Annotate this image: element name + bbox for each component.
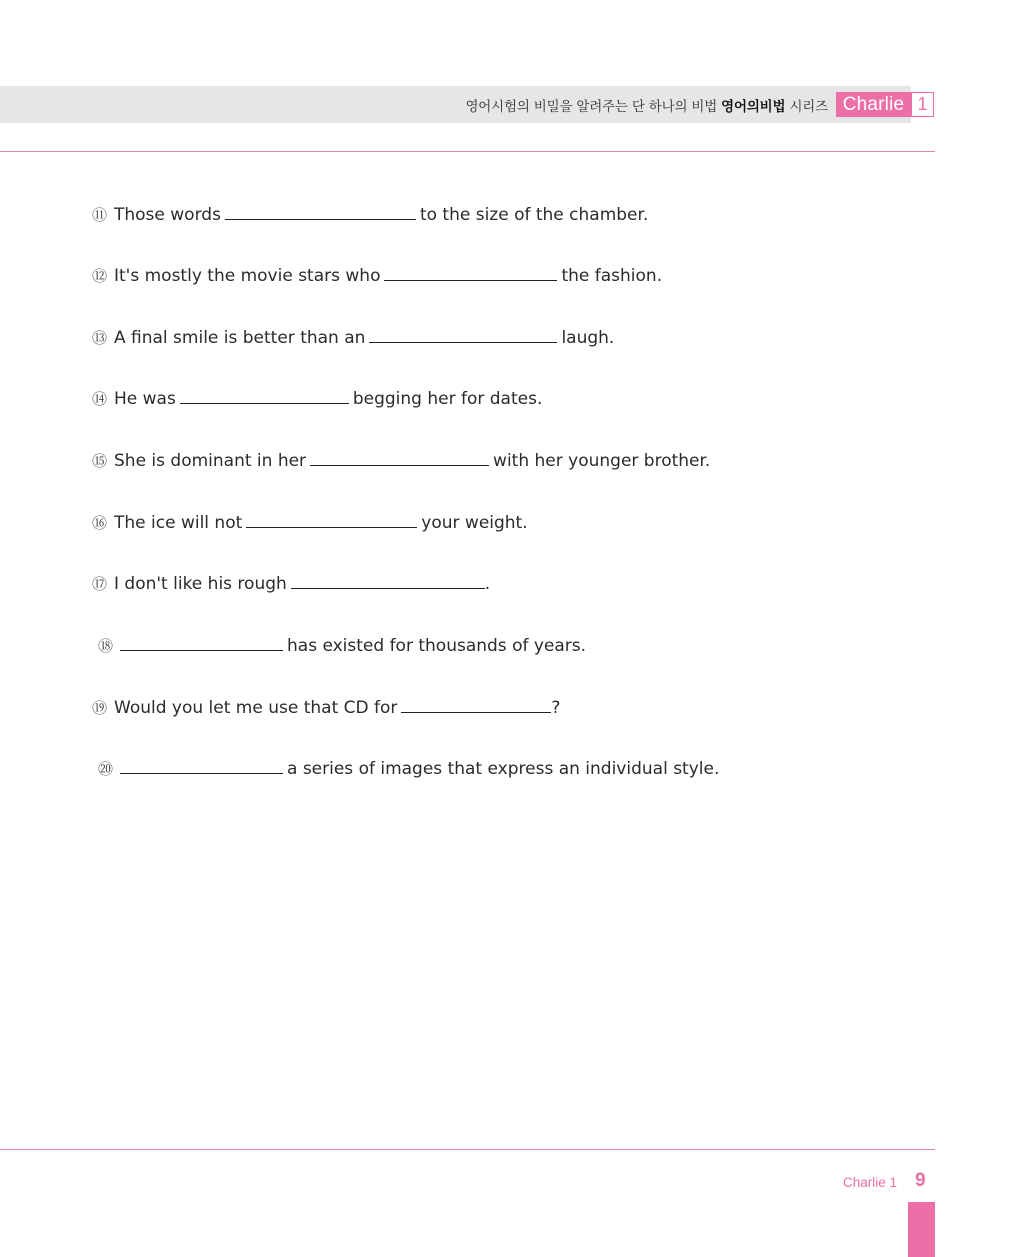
question-text-after: has existed for thousands of years. bbox=[287, 636, 587, 656]
question-text-after: with her younger brother. bbox=[493, 451, 711, 471]
top-divider bbox=[0, 151, 935, 152]
question-number: ⑪ bbox=[92, 206, 108, 224]
tagline-bold: 영어의비법 bbox=[721, 99, 786, 115]
question-text-after: the fashion. bbox=[561, 266, 663, 286]
question-text-before: The ice will not bbox=[114, 513, 243, 533]
answer-blank[interactable] bbox=[225, 203, 416, 220]
answer-blank[interactable] bbox=[401, 696, 551, 713]
brand-logo: Charlie bbox=[836, 92, 911, 117]
question-text-after: . bbox=[484, 574, 491, 594]
tagline-suffix: 시리즈 bbox=[785, 99, 828, 115]
bottom-divider bbox=[0, 1149, 935, 1150]
question-18 bbox=[98, 634, 586, 656]
answer-blank[interactable] bbox=[120, 757, 283, 774]
question-text-before: It's mostly the movie stars who bbox=[114, 266, 381, 286]
question-16 bbox=[92, 511, 528, 533]
series-tagline bbox=[465, 95, 828, 115]
question-text-before: A final smile is better than an bbox=[114, 328, 366, 348]
answer-blank[interactable] bbox=[310, 449, 489, 466]
question-12 bbox=[92, 264, 662, 286]
question-number: ⑬ bbox=[92, 329, 108, 347]
question-number: ⑲ bbox=[92, 699, 108, 717]
question-text-after: ? bbox=[551, 698, 561, 718]
tagline-prefix: 영어시험의 비밀을 알려주는 단 하나의 비법 bbox=[465, 99, 722, 115]
question-text-after: begging her for dates. bbox=[352, 389, 543, 409]
answer-blank[interactable] bbox=[369, 326, 557, 343]
question-20 bbox=[98, 757, 719, 779]
question-number: ⑳ bbox=[98, 760, 114, 778]
question-text-before: I don't like his rough bbox=[114, 574, 287, 594]
page-number: 9 bbox=[915, 1170, 926, 1191]
question-number: ⑰ bbox=[92, 575, 108, 593]
question-15 bbox=[92, 449, 710, 471]
page-tab-marker bbox=[908, 1202, 935, 1257]
question-number: ⑮ bbox=[92, 452, 108, 470]
question-text-before: She is dominant in her bbox=[114, 451, 307, 471]
question-13 bbox=[92, 326, 614, 348]
question-number: ⑯ bbox=[92, 514, 108, 532]
question-number: ⑱ bbox=[98, 637, 114, 655]
answer-blank[interactable] bbox=[291, 572, 485, 589]
answer-blank[interactable] bbox=[120, 634, 283, 651]
answer-blank[interactable] bbox=[246, 511, 417, 528]
footer-book-label: Charlie 1 bbox=[843, 1175, 898, 1190]
question-text-after: your weight. bbox=[421, 513, 528, 533]
question-number: ⑭ bbox=[92, 390, 108, 408]
question-text-before: Would you let me use that CD for bbox=[114, 698, 398, 718]
question-text-after: laugh. bbox=[561, 328, 615, 348]
question-14 bbox=[92, 387, 542, 409]
question-text-before: Those words bbox=[114, 205, 221, 225]
answer-blank[interactable] bbox=[384, 264, 557, 281]
question-19 bbox=[92, 696, 560, 718]
question-text-after: to the size of the chamber. bbox=[419, 205, 649, 225]
question-text-before: He was bbox=[114, 389, 176, 409]
question-text-after: a series of images that express an individual style. bbox=[287, 759, 720, 779]
answer-blank[interactable] bbox=[180, 387, 349, 404]
volume-badge: 1 bbox=[911, 92, 934, 117]
question-11 bbox=[92, 203, 648, 225]
question-17 bbox=[92, 572, 490, 594]
question-number: ⑫ bbox=[92, 267, 108, 285]
